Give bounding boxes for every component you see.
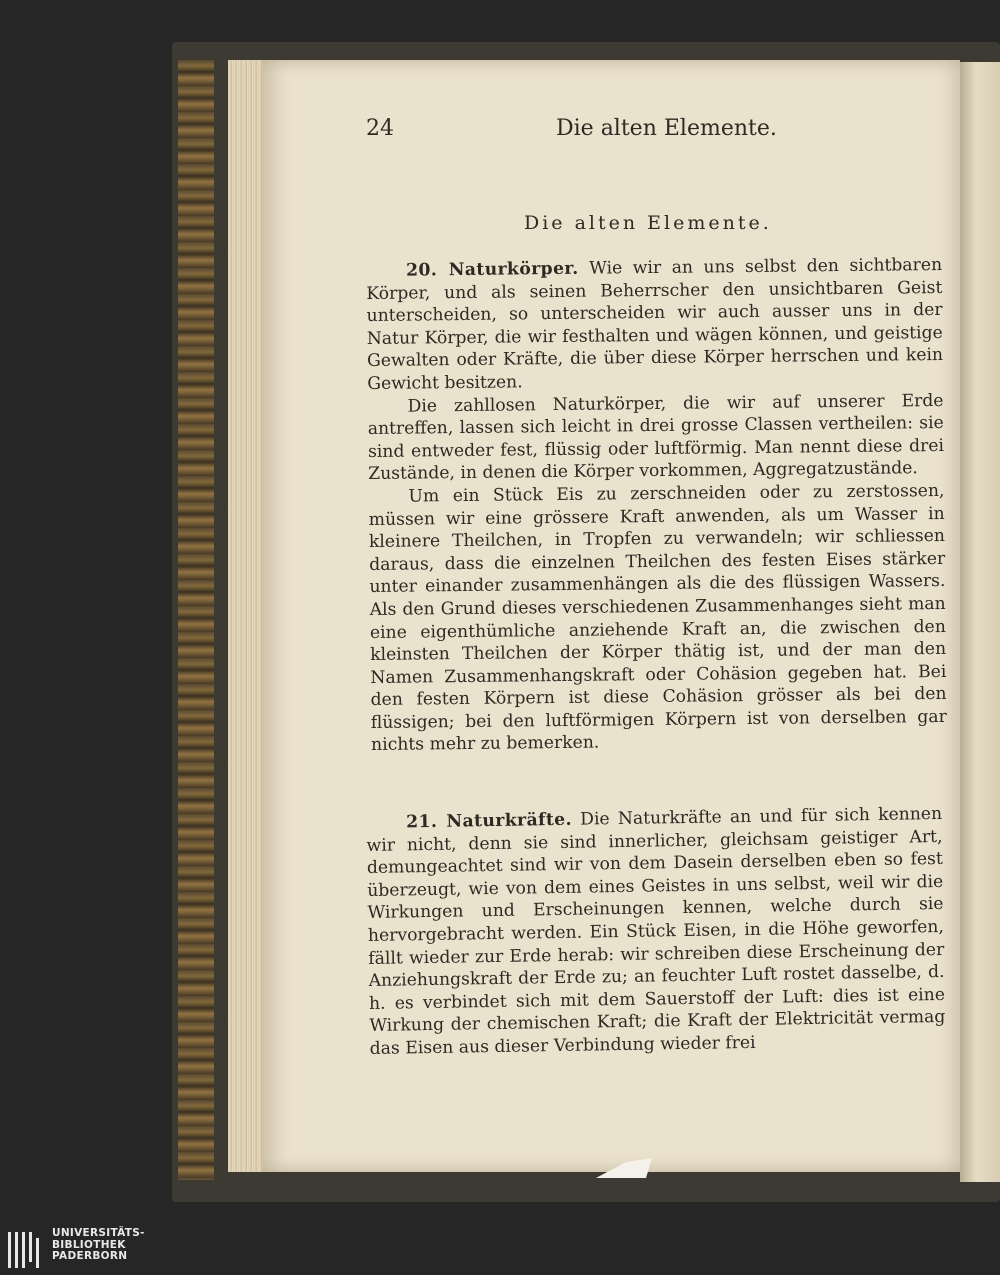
section-20: [366, 254, 947, 757]
paragraph-text: Die Naturkräfte an und für sich kennen wir nicht, denn sie sind innerlicher, gleichsam geistiger Art, demungeachtet sind wir von dem Dasein derselben eben so fest überzeugt, wie von dem eines Geistes in uns selbst, weil wir die Wirkungen und Erscheinungen kennen, welche durch sie hervorgebracht werden. Ein Stück Eisen, in die Höhe geworfen, fällt wieder zur Erde herab: wir schreiben diese Erscheinung der Anziehungskraft der Erde zu; an feuchter Luft rostet dasselbe, d. h. es verbindet sich mit dem Sauerstoff der Luft: dies ist eine Wirkung der chemischen Kraft; die Kraft der Elektricität vermag das Eisen aus dieser Verbindung wieder frei: [366, 803, 946, 1059]
running-title: Die alten Elemente.: [556, 116, 777, 141]
paragraph-text: Wie wir an uns selbst den sichtbaren Körper, und als seinen Beherrscher den unsichtbaren Geist unterscheiden, so unterscheiden wir auch ausser uns in der Natur Körper, die wir festhalten und wägen können, und geistige Gewalten oder Kräfte, die über diese Körper herrschen und kein Gewicht besitzen.: [366, 254, 944, 394]
library-logo-icon: [6, 1230, 46, 1270]
paragraph: [366, 254, 943, 396]
section-title: Die alten Elemente.: [524, 212, 772, 234]
paragraph: Um ein Stück Eis zu zerschneiden oder zu zerstossen, müssen wir eine grössere Kraft anwenden, als um Wasser in kleinere Theilchen, in Tropfen zu verwandeln; wir schliessen daraus, dass die einzelnen Theilchen des festen Eises stärker unter einander zusammenhängen als die des flüssigen Wassers. Als den Grund dieses verschiedenen Zusammenhanges sieht man eine eigenthümliche anziehende Kraft an, die zwischen den kleinsten Theilchen der Körper thätig ist, und der man den Namen Zusammenhangskraft oder Cohäsion gegeben hat. Bei den festen Körpern ist diese Cohäsion grösser als bei den flüssigen; bei den luftförmigen Körpern ist von derselben gar nichts mehr zu bemerken.: [368, 480, 947, 756]
book-spine: [178, 60, 214, 1180]
running-head: [366, 116, 786, 146]
logo-line-3: PADERBORN: [52, 1250, 128, 1262]
section-heading: 21. Naturkräfte.: [406, 809, 573, 833]
page-number: 24: [366, 116, 394, 141]
section-heading: 20. Naturkörper.: [406, 258, 579, 281]
page-edges: [228, 60, 264, 1172]
paragraph: Die zahllosen Naturkörper, die wir auf unserer Erde antreffen, lassen sich leicht in drei grosse Classen vertheilen: sie sind entweder fest, flüssig oder luftförmig. Man nennt diese drei Zustände, in denen die Körper vorkommen, Aggregatzustände.: [367, 390, 945, 485]
footer-bar: [0, 1225, 1000, 1275]
paragraph: [366, 803, 946, 1061]
logo-line-2: BIBLIOTHEK: [52, 1238, 126, 1251]
paper-tear: [596, 1158, 652, 1178]
logo-line-1: UNIVERSITÄTS-: [52, 1227, 145, 1239]
section-21: [366, 803, 946, 1061]
library-logo-text: [52, 1228, 145, 1263]
facing-page-edge: [960, 62, 1000, 1182]
